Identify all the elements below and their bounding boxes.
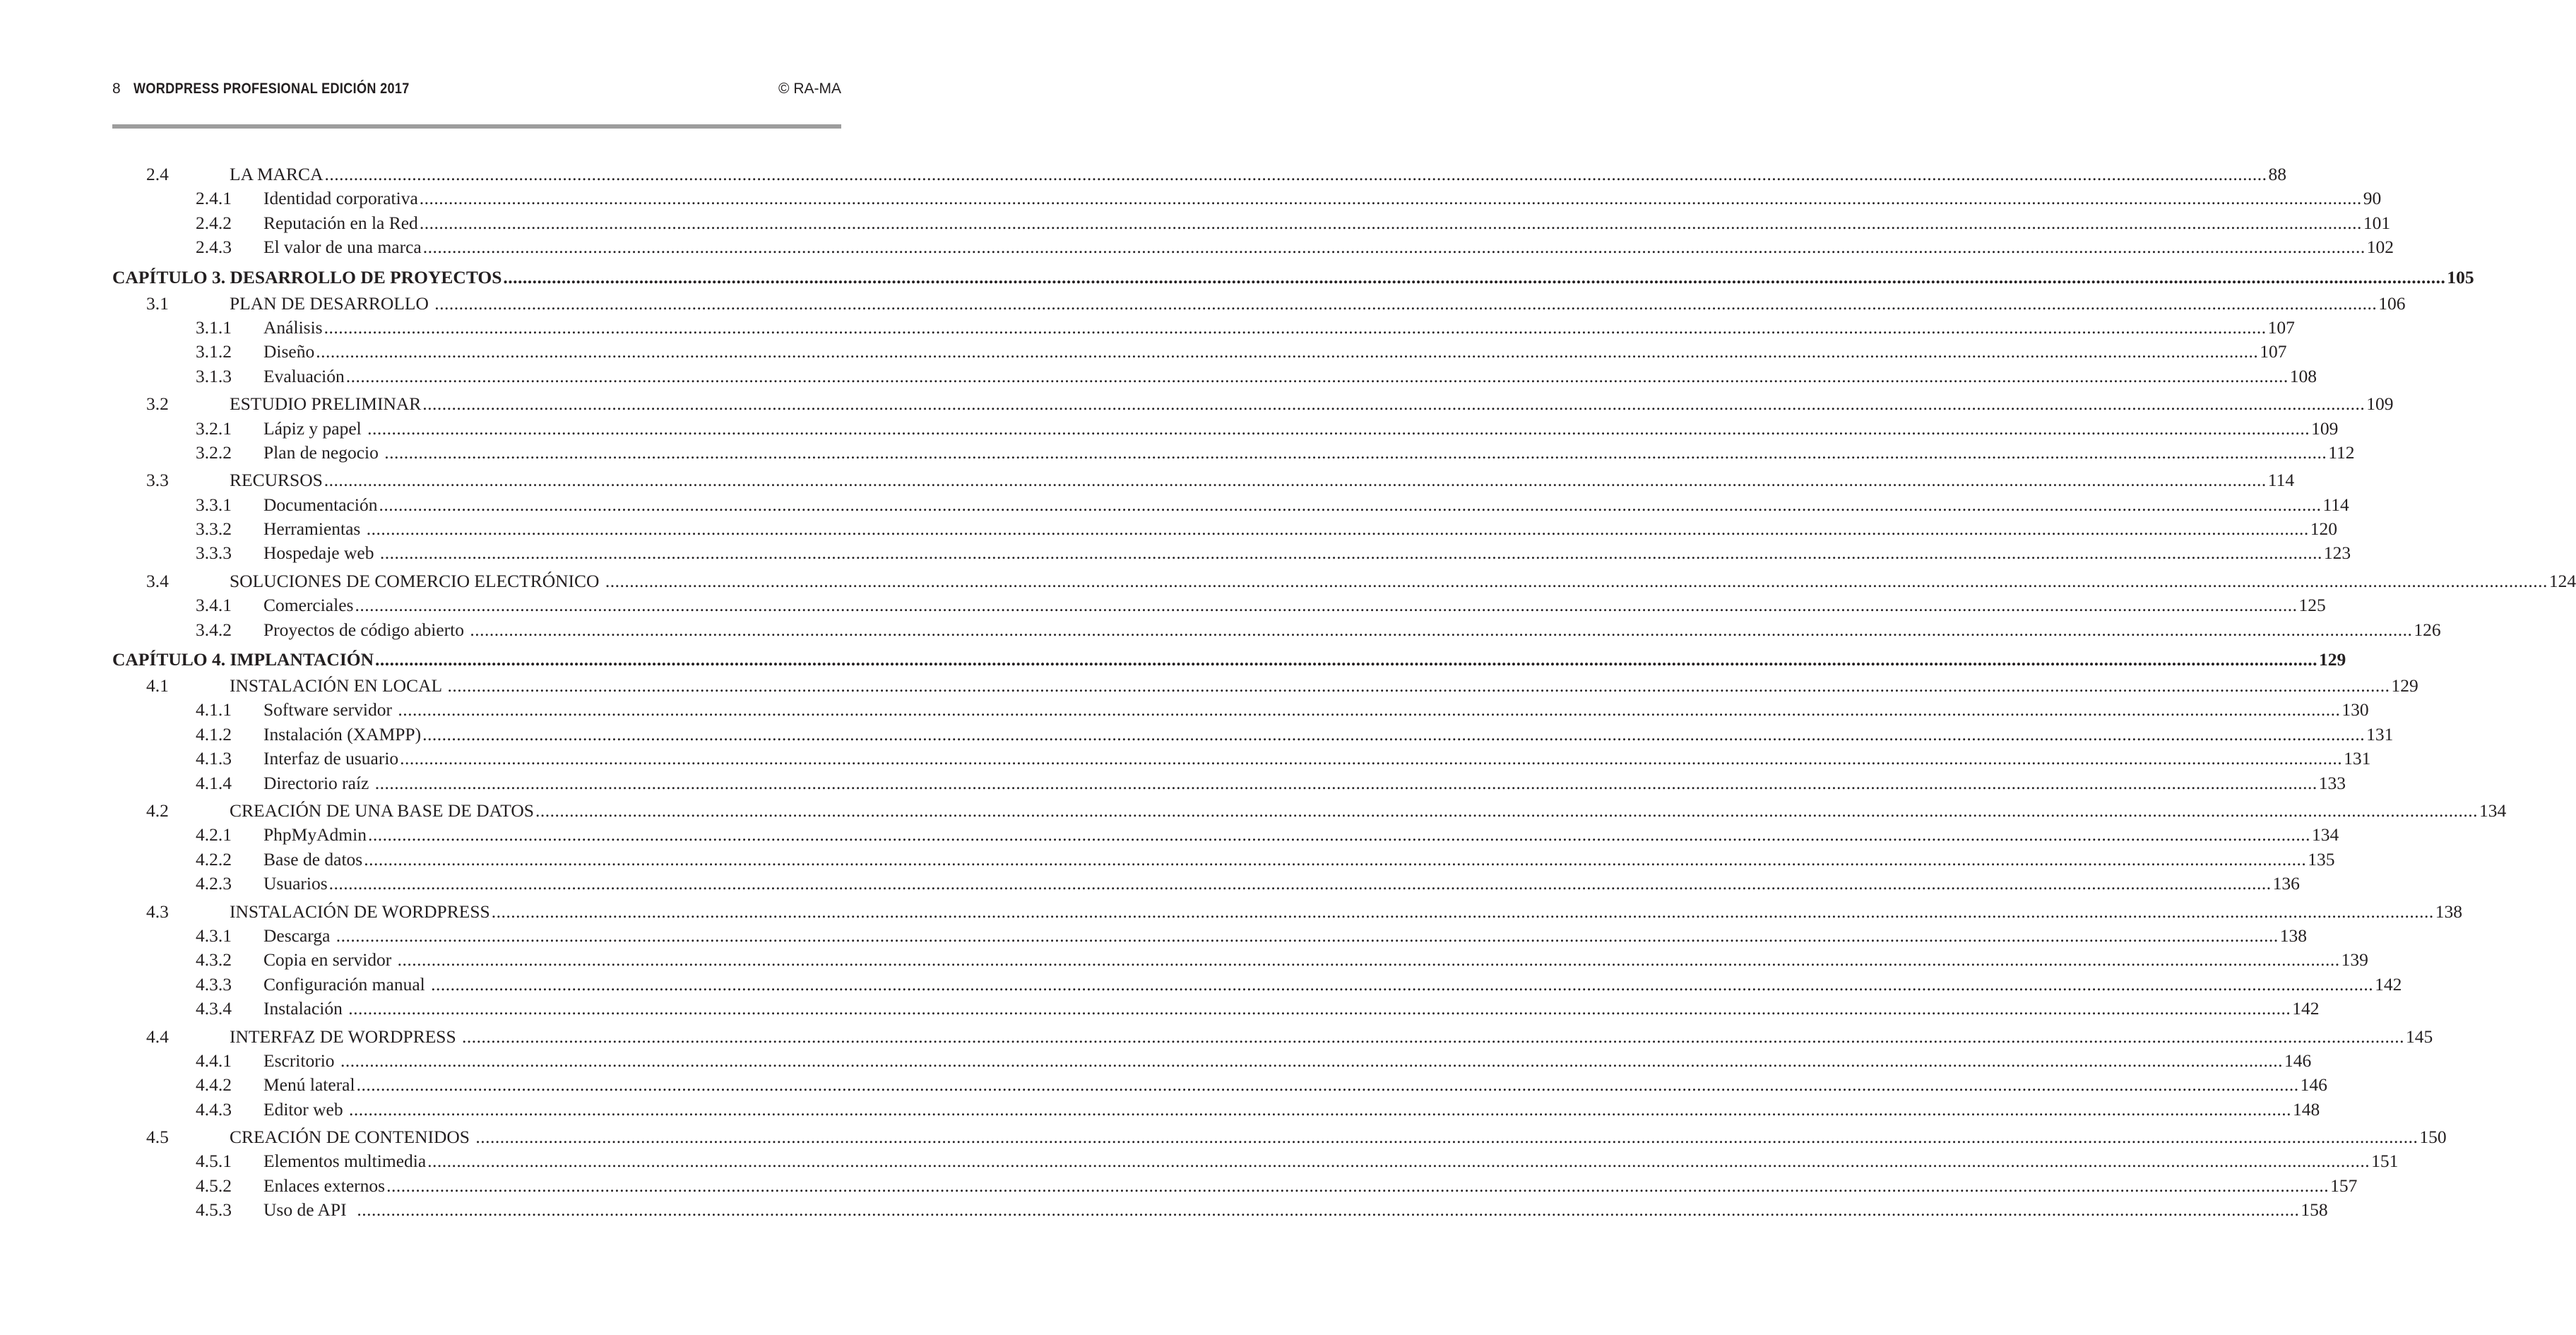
toc-entry-title: Evaluación bbox=[263, 365, 345, 386]
toc-entry-number: 3.2 bbox=[146, 393, 169, 415]
toc-entry-number: 4.3.4 bbox=[196, 998, 232, 1019]
toc-entry-number: 3.3.2 bbox=[196, 518, 232, 540]
toc-entry-title: Menú lateral bbox=[263, 1074, 355, 1096]
toc-entry-title: CAPÍTULO 4. IMPLANTACIÓN bbox=[112, 649, 374, 670]
table-of-contents bbox=[112, 162, 2576, 1223]
toc-section-entry[interactable] bbox=[112, 674, 2418, 698]
toc-section-entry[interactable] bbox=[112, 799, 2507, 823]
toc-entry-number: 3.4.2 bbox=[196, 619, 232, 640]
toc-entry-title: Software servidor bbox=[263, 699, 397, 720]
dot-leader: ................................................................................................................................................................................................................................................................................................................................................................................................................ bbox=[422, 393, 2366, 415]
toc-entry-page: 107 bbox=[2260, 341, 2287, 362]
toc-entry-page: 133 bbox=[2318, 772, 2346, 793]
toc-entry-page: 136 bbox=[2272, 873, 2300, 894]
dot-leader: ................................................................................................................................................................................................................................................................................................................................................................................................................ bbox=[379, 542, 2322, 564]
dot-leader: ................................................................................................................................................................................................................................................................................................................................................................................................................ bbox=[535, 800, 2478, 821]
toc-entry-number: 2.4.2 bbox=[196, 212, 232, 233]
toc-entry-title: Usuarios bbox=[263, 873, 328, 894]
toc-entry-page: 108 bbox=[2289, 365, 2317, 386]
toc-subsection-entry[interactable] bbox=[112, 747, 2371, 771]
toc-subsection-entry[interactable] bbox=[112, 1073, 2327, 1097]
dot-leader: ................................................................................................................................................................................................................................................................................................................................................................................................................ bbox=[340, 1050, 2283, 1071]
toc-entry-title: LA MARCA bbox=[230, 164, 324, 184]
running-header bbox=[112, 81, 841, 105]
publisher-mark: © RA-MA bbox=[778, 81, 841, 97]
dot-leader: ................................................................................................................................................................................................................................................................................................................................................................................................................ bbox=[324, 470, 2267, 491]
dot-leader: ................................................................................................................................................................................................................................................................................................................................................................................................................ bbox=[431, 973, 2374, 995]
dot-leader: ................................................................................................................................................................................................................................................................................................................................................................................................................ bbox=[422, 237, 2366, 258]
toc-entry-page: 146 bbox=[2284, 1050, 2312, 1071]
toc-chapter-entry[interactable] bbox=[112, 646, 2346, 674]
toc-entry-title: CREACIÓN DE UNA BASE DE DATOS bbox=[230, 800, 534, 821]
toc-entry-number: 4.2.2 bbox=[196, 848, 232, 870]
toc-entry-title: Diseño bbox=[263, 341, 315, 362]
dot-leader: ................................................................................................................................................................................................................................................................................................................................................................................................................ bbox=[328, 873, 2272, 894]
toc-entry-number: 4.2 bbox=[146, 800, 169, 821]
toc-entry-number: 4.4.3 bbox=[196, 1098, 232, 1120]
toc-entry-title: Proyectos de código abierto bbox=[263, 619, 469, 640]
toc-subsection-entry[interactable] bbox=[112, 340, 2287, 364]
toc-entry-number: 3.3 bbox=[146, 470, 169, 491]
dot-leader: ................................................................................................................................................................................................................................................................................................................................................................................................................ bbox=[367, 824, 2310, 846]
toc-entry-page: 131 bbox=[2366, 723, 2394, 744]
toc-subsection-entry[interactable] bbox=[112, 973, 2402, 997]
toc-subsection-entry[interactable] bbox=[112, 723, 2394, 747]
toc-entry-title: Descarga bbox=[263, 925, 335, 946]
toc-entry-title: INTERFAZ DE WORDPRESS bbox=[230, 1026, 461, 1047]
toc-entry-number: 4.3.3 bbox=[196, 973, 232, 995]
toc-entry-page: 112 bbox=[2328, 441, 2355, 463]
dot-leader: ................................................................................................................................................................................................................................................................................................................................................................................................................ bbox=[422, 723, 2366, 744]
toc-subsection-entry[interactable] bbox=[112, 618, 2441, 642]
toc-subsection-entry[interactable] bbox=[112, 1174, 2358, 1198]
dot-leader: ................................................................................................................................................................................................................................................................................................................................................................................................................ bbox=[491, 901, 2434, 922]
toc-entry-page: 134 bbox=[2479, 800, 2507, 821]
toc-entry-number: 3.1.2 bbox=[196, 341, 232, 362]
toc-entry-number: 4.5.3 bbox=[196, 1199, 232, 1221]
toc-entry-title: Editor web bbox=[263, 1098, 348, 1120]
toc-entry-number: 3.2.1 bbox=[196, 417, 232, 439]
toc-entry-number: 4.2.1 bbox=[196, 824, 232, 846]
toc-entry-number: 4.3 bbox=[146, 901, 169, 922]
toc-entry-title: Base de datos bbox=[263, 848, 363, 870]
toc-entry-title: INSTALACIÓN EN LOCAL bbox=[230, 675, 446, 696]
dot-leader: ................................................................................................................................................................................................................................................................................................................................................................................................................ bbox=[356, 1074, 2299, 1096]
toc-entry-title: Identidad corporativa bbox=[263, 188, 418, 209]
toc-subsection-entry[interactable] bbox=[112, 872, 2300, 896]
toc-subsection-entry[interactable] bbox=[112, 948, 2368, 972]
toc-entry-page: 146 bbox=[2300, 1074, 2327, 1096]
dot-leader: ................................................................................................................................................................................................................................................................................................................................................................................................................ bbox=[375, 649, 2317, 670]
toc-entry-number: 4.5.1 bbox=[196, 1151, 232, 1172]
dot-leader: ................................................................................................................................................................................................................................................................................................................................................................................................................ bbox=[397, 949, 2340, 971]
toc-entry-number: 4.2.3 bbox=[196, 873, 232, 894]
dot-leader: ................................................................................................................................................................................................................................................................................................................................................................................................................ bbox=[316, 341, 2259, 362]
toc-entry-page: 138 bbox=[2435, 901, 2462, 922]
toc-section-entry[interactable] bbox=[112, 162, 2286, 186]
toc-entry-title: Reputación en la Red bbox=[263, 212, 418, 233]
toc-entry-title: Configuración manual bbox=[263, 973, 430, 995]
toc-entry-number: 4.1.4 bbox=[196, 772, 232, 793]
toc-subsection-entry[interactable] bbox=[112, 364, 2317, 388]
toc-subsection-entry[interactable] bbox=[112, 211, 2391, 235]
toc-section-entry[interactable] bbox=[112, 468, 2295, 492]
toc-entry-number: 4.5.2 bbox=[196, 1175, 232, 1196]
toc-subsection-entry[interactable] bbox=[112, 771, 2346, 795]
toc-section-entry[interactable] bbox=[112, 569, 2576, 593]
dot-leader: ................................................................................................................................................................................................................................................................................................................................................................................................................ bbox=[366, 518, 2309, 540]
toc-entry-page: 106 bbox=[2378, 292, 2406, 314]
dot-leader: ................................................................................................................................................................................................................................................................................................................................................................................................................ bbox=[475, 1127, 2418, 1148]
toc-entry-page: 145 bbox=[2406, 1026, 2433, 1047]
toc-entry-page: 124 bbox=[2548, 570, 2576, 591]
toc-entry-page: 158 bbox=[2301, 1199, 2328, 1221]
toc-entry-page: 135 bbox=[2308, 848, 2335, 870]
toc-entry-title: CREACIÓN DE CONTENIDOS bbox=[230, 1127, 475, 1148]
toc-entry-number: 3.1 bbox=[146, 292, 169, 314]
toc-entry-number: 4.4 bbox=[146, 1026, 169, 1047]
toc-entry-title: Análisis bbox=[263, 316, 323, 338]
dot-leader: ................................................................................................................................................................................................................................................................................................................................................................................................................ bbox=[419, 188, 2362, 209]
toc-entry-page: 142 bbox=[2292, 998, 2320, 1019]
dot-leader: ................................................................................................................................................................................................................................................................................................................................................................................................................ bbox=[379, 494, 2322, 515]
toc-subsection-entry[interactable] bbox=[112, 1149, 2399, 1173]
toc-entry-page: 150 bbox=[2419, 1127, 2447, 1148]
toc-entry-number: 3.4.1 bbox=[196, 595, 232, 616]
toc-entry-number: 3.1.1 bbox=[196, 316, 232, 338]
dot-leader: ................................................................................................................................................................................................................................................................................................................................................................................................................ bbox=[427, 1151, 2370, 1172]
toc-entry-number: 3.2.2 bbox=[196, 441, 232, 463]
toc-subsection-entry[interactable] bbox=[112, 493, 2349, 517]
toc-entry-number: 4.1.3 bbox=[196, 748, 232, 769]
toc-entry-title: Documentación bbox=[263, 494, 378, 515]
toc-entry-page: 148 bbox=[2292, 1098, 2320, 1120]
toc-section-entry[interactable] bbox=[112, 1125, 2447, 1149]
toc-entry-page: 142 bbox=[2375, 973, 2402, 995]
toc-entry-number: 2.4 bbox=[146, 164, 169, 184]
toc-entry-number: 3.3.3 bbox=[196, 542, 232, 564]
dot-leader: ................................................................................................................................................................................................................................................................................................................................................................................................................ bbox=[324, 316, 2267, 338]
toc-entry-number: 4.5 bbox=[146, 1127, 169, 1148]
toc-entry-title: Comerciales bbox=[263, 595, 354, 616]
toc-subsection-entry[interactable] bbox=[112, 997, 2320, 1021]
toc-entry-title: Copia en servidor bbox=[263, 949, 396, 971]
dot-leader: ................................................................................................................................................................................................................................................................................................................................................................................................................ bbox=[348, 1098, 2291, 1120]
dot-leader: ................................................................................................................................................................................................................................................................................................................................................................................................................ bbox=[384, 441, 2327, 463]
header-rule bbox=[112, 124, 841, 129]
toc-entry-page: 151 bbox=[2371, 1151, 2399, 1172]
toc-entry-page: 129 bbox=[2391, 675, 2418, 696]
dot-leader: ................................................................................................................................................................................................................................................................................................................................................................................................................ bbox=[503, 266, 2446, 287]
toc-entry-page: 125 bbox=[2298, 595, 2326, 616]
toc-entry-title: Instalación bbox=[263, 998, 348, 1019]
toc-section-entry[interactable] bbox=[112, 392, 2394, 416]
toc-entry-number: 2.4.1 bbox=[196, 188, 232, 209]
toc-entry-title: PLAN DE DESARROLLO bbox=[230, 292, 434, 314]
toc-subsection-entry[interactable] bbox=[112, 541, 2351, 565]
dot-leader: ................................................................................................................................................................................................................................................................................................................................................................................................................ bbox=[398, 699, 2341, 720]
toc-subsection-entry[interactable] bbox=[112, 417, 2339, 441]
toc-entry-number: 4.4.2 bbox=[196, 1074, 232, 1096]
toc-entry-page: 126 bbox=[2414, 619, 2441, 640]
dot-leader: ................................................................................................................................................................................................................................................................................................................................................................................................................ bbox=[367, 417, 2310, 439]
toc-entry-title: Uso de API bbox=[263, 1199, 356, 1221]
toc-section-entry[interactable] bbox=[112, 292, 2406, 316]
dot-leader: ................................................................................................................................................................................................................................................................................................................................................................................................................ bbox=[470, 619, 2413, 640]
toc-entry-title: Escritorio bbox=[263, 1050, 339, 1071]
toc-entry-page: 134 bbox=[2311, 824, 2339, 846]
dot-leader: ................................................................................................................................................................................................................................................................................................................................................................................................................ bbox=[605, 570, 2548, 591]
dot-leader: ................................................................................................................................................................................................................................................................................................................................................................................................................ bbox=[462, 1026, 2405, 1047]
toc-entry-page: 114 bbox=[2267, 470, 2295, 491]
toc-entry-page: 101 bbox=[2363, 212, 2391, 233]
toc-entry-title: Enlaces externos bbox=[263, 1175, 386, 1196]
dot-leader: ................................................................................................................................................................................................................................................................................................................................................................................................................ bbox=[419, 212, 2362, 233]
toc-subsection-entry[interactable] bbox=[112, 235, 2394, 259]
toc-subsection-entry[interactable] bbox=[112, 186, 2382, 210]
toc-entry-page: 130 bbox=[2341, 699, 2369, 720]
dot-leader: ................................................................................................................................................................................................................................................................................................................................................................................................................ bbox=[324, 164, 2267, 184]
toc-entry-page: 114 bbox=[2322, 494, 2349, 515]
toc-subsection-entry[interactable] bbox=[112, 441, 2355, 465]
toc-entry-page: 138 bbox=[2279, 925, 2308, 946]
toc-entry-number: 4.3.1 bbox=[196, 925, 232, 946]
toc-entry-title: Directorio raíz bbox=[263, 772, 374, 793]
dot-leader: ................................................................................................................................................................................................................................................................................................................................................................................................................ bbox=[374, 772, 2317, 793]
toc-entry-page: 109 bbox=[2366, 393, 2394, 415]
toc-entry-title: Hospedaje web bbox=[263, 542, 379, 564]
toc-subsection-entry[interactable] bbox=[112, 517, 2337, 541]
toc-entry-number: 4.3.2 bbox=[196, 949, 232, 971]
dot-leader: ................................................................................................................................................................................................................................................................................................................................................................................................................ bbox=[336, 925, 2279, 946]
toc-entry-title: Plan de negocio bbox=[263, 441, 384, 463]
toc-subsection-entry[interactable] bbox=[112, 1098, 2320, 1122]
toc-entry-number: 3.3.1 bbox=[196, 494, 232, 515]
toc-entry-number: 4.4.1 bbox=[196, 1050, 232, 1071]
toc-subsection-entry[interactable] bbox=[112, 698, 2369, 722]
toc-entry-page: 105 bbox=[2447, 266, 2474, 287]
toc-chapter-entry[interactable] bbox=[112, 263, 2474, 292]
toc-entry-title: El valor de una marca bbox=[263, 237, 422, 258]
dot-leader: ................................................................................................................................................................................................................................................................................................................................................................................................................ bbox=[355, 595, 2298, 616]
dot-leader: ................................................................................................................................................................................................................................................................................................................................................................................................................ bbox=[400, 748, 2343, 769]
toc-entry-title: Herramientas bbox=[263, 518, 365, 540]
toc-entry-number: 2.4.3 bbox=[196, 237, 232, 258]
toc-subsection-entry[interactable] bbox=[112, 924, 2308, 948]
toc-entry-number: 4.1.2 bbox=[196, 723, 232, 744]
toc-entry-page: 139 bbox=[2341, 949, 2368, 971]
dot-leader: ................................................................................................................................................................................................................................................................................................................................................................................................................ bbox=[357, 1199, 2300, 1221]
toc-subsection-entry[interactable] bbox=[112, 848, 2335, 872]
toc-entry-title: Elementos multimedia bbox=[263, 1151, 427, 1172]
toc-section-entry[interactable] bbox=[112, 1025, 2433, 1049]
toc-subsection-entry[interactable] bbox=[112, 316, 2295, 340]
toc-entry-number: 3.1.3 bbox=[196, 365, 232, 386]
toc-entry-page: 107 bbox=[2267, 316, 2295, 338]
toc-entry-title: PhpMyAdmin bbox=[263, 824, 367, 846]
toc-entry-title: Interfaz de usuario bbox=[263, 748, 399, 769]
toc-entry-title: Instalación (XAMPP) bbox=[263, 723, 422, 744]
toc-subsection-entry[interactable] bbox=[112, 1198, 2328, 1222]
toc-entry-number: 3.4 bbox=[146, 570, 169, 591]
toc-entry-title: RECURSOS bbox=[230, 470, 323, 491]
toc-entry-page: 109 bbox=[2311, 417, 2339, 439]
toc-entry-page: 157 bbox=[2330, 1175, 2358, 1196]
dot-leader: ................................................................................................................................................................................................................................................................................................................................................................................................................ bbox=[434, 292, 2378, 314]
toc-entry-page: 88 bbox=[2268, 164, 2286, 184]
toc-entry-title: CAPÍTULO 3. DESARROLLO DE PROYECTOS bbox=[112, 266, 502, 287]
toc-entry-page: 123 bbox=[2323, 542, 2351, 564]
toc-entry-title: ESTUDIO PRELIMINAR bbox=[230, 393, 422, 415]
dot-leader: ................................................................................................................................................................................................................................................................................................................................................................................................................ bbox=[345, 365, 2289, 386]
toc-entry-number: 4.1 bbox=[146, 675, 169, 696]
book-title: WORDPRESS PROFESIONAL EDICIÓN 2017 bbox=[133, 81, 410, 97]
toc-subsection-entry[interactable] bbox=[112, 593, 2326, 617]
dot-leader: ................................................................................................................................................................................................................................................................................................................................................................................................................ bbox=[386, 1175, 2329, 1196]
toc-section-entry[interactable] bbox=[112, 900, 2462, 924]
dot-leader: ................................................................................................................................................................................................................................................................................................................................................................................................................ bbox=[447, 675, 2390, 696]
dot-leader: ................................................................................................................................................................................................................................................................................................................................................................................................................ bbox=[364, 848, 2307, 870]
toc-entry-number: 4.1.1 bbox=[196, 699, 232, 720]
toc-entry-title: Lápiz y papel bbox=[263, 417, 367, 439]
toc-entry-page: 120 bbox=[2310, 518, 2337, 540]
toc-entry-page: 90 bbox=[2363, 188, 2382, 209]
toc-subsection-entry[interactable] bbox=[112, 1049, 2312, 1073]
toc-entry-title: SOLUCIONES DE COMERCIO ELECTRÓNICO bbox=[230, 570, 604, 591]
toc-entry-page: 131 bbox=[2344, 748, 2371, 769]
toc-entry-page: 129 bbox=[2319, 649, 2346, 670]
toc-subsection-entry[interactable] bbox=[112, 823, 2339, 847]
dot-leader: ................................................................................................................................................................................................................................................................................................................................................................................................................ bbox=[348, 998, 2291, 1019]
toc-entry-page: 102 bbox=[2366, 237, 2394, 258]
toc-entry-title: INSTALACIÓN DE WORDPRESS bbox=[230, 901, 490, 922]
page-number: 8 bbox=[112, 81, 121, 97]
